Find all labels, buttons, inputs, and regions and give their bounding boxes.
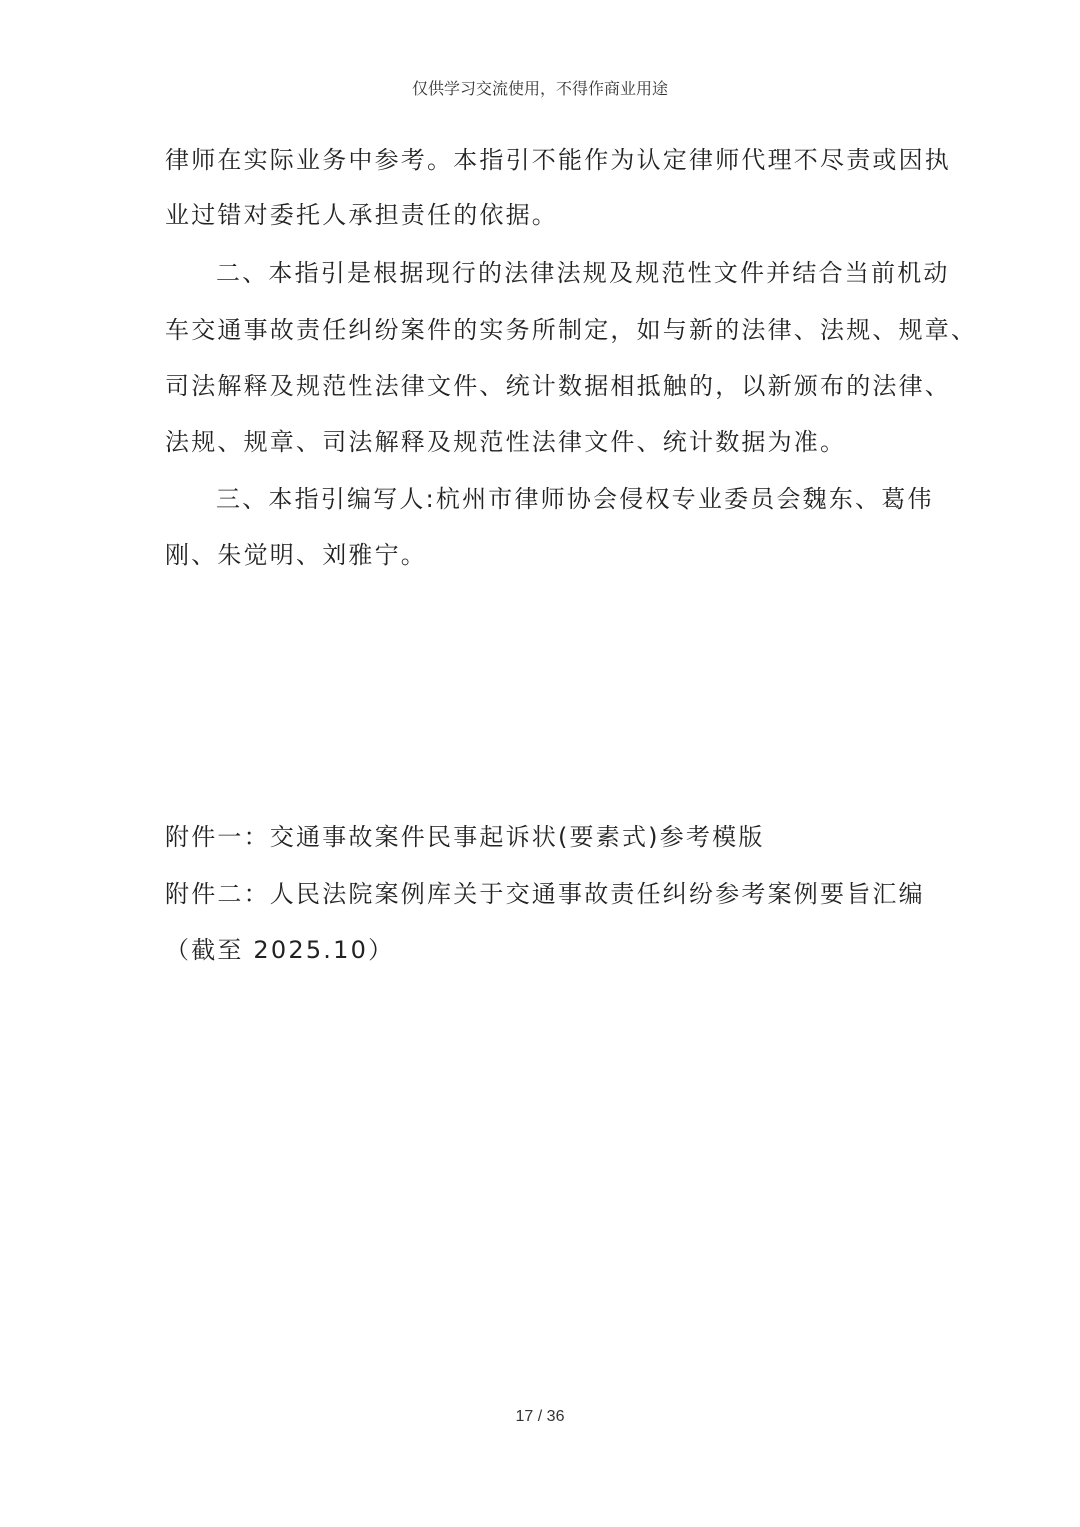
attachment-2-line-1: 附件二：人民法院案例库关于交通事故责任纠纷参考案例要旨汇编 <box>165 880 925 908</box>
page-header: 仅供学习交流使用，不得作商业用途 <box>411 79 668 98</box>
page-number: 17 / 36 <box>515 1408 565 1425</box>
paragraph-2-line-1: 二、本指引是根据现行的法律法规及规范性文件并结合当前机动 <box>216 259 950 287</box>
attachment-2-line-2: （截至 2025.10） <box>165 936 395 964</box>
paragraph-1-line-1: 律师在实际业务中参考。本指引不能作为认定律师代理不尽责或因执 <box>165 146 951 174</box>
paragraph-3-line-2: 刚、朱觉明、刘雅宁。 <box>165 541 427 569</box>
paragraph-2-line-3: 司法解释及规范性法律文件、统计数据相抵触的，以新颁布的法律、 <box>165 372 951 400</box>
paragraph-1-line-2: 业过错对委托人承担责任的依据。 <box>165 201 558 229</box>
paragraph-2-line-2: 车交通事故责任纠纷案件的实务所制定，如与新的法律、法规、规章、 <box>165 316 978 344</box>
attachment-1: 附件一：交通事故案件民事起诉状(要素式)参考模版 <box>165 823 765 851</box>
paragraph-2-line-4: 法规、规章、司法解释及规范性法律文件、统计数据为准。 <box>165 428 847 456</box>
paragraph-3-line-1: 三、本指引编写人:杭州市律师协会侵权专业委员会魏东、葛伟 <box>216 485 934 513</box>
